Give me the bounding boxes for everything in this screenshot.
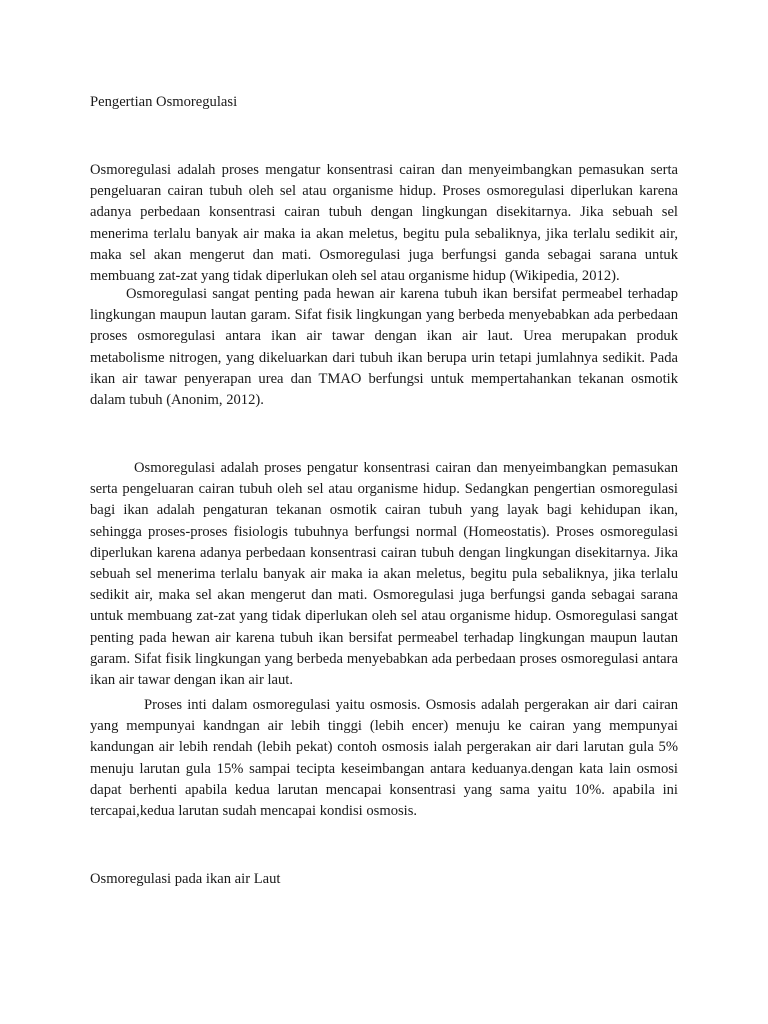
- paragraph-3: Osmoregulasi adalah proses pengatur konsentrasi cairan dan menyeimbangkan pemasukan serta pengeluaran cairan tubuh oleh sel atau organisme hidup. Sedangkan pengertian osmoregulasi bagi ikan adalah pengaturan tekanan osmotik cairan tubuh yang layak bagi kehidupan ikan, sehingga proses-proses fisiologis tubuhnya berfungsi normal (Homeostatis). Proses osmoregulasi diperlukan karena adanya perbedaan konsentrasi cairan tubuh dengan lingkungan disekitarnya. Jika sebuah sel menerima terlalu banyak air maka ia akan meletus, begitu pula sebaliknya, jika terlalu sedikit air, maka sel akan mengerut dan mati. Osmoregulasi juga berfungsi ganda sebagai sarana untuk membuang zat-zat yang tidak diperlukan oleh sel atau organisme hidup. Osmoregulasi sangat penting pada hewan air karena tubuh ikan bersifat permeabel terhadap lingkungan maupun lautan garam. Sifat fisik lingkungan yang berbeda menyebabkan ada perbedaan proses osmoregulasi antara ikan air tawar dengan ikan air laut.: [90, 460, 678, 689]
- paragraph-2: Osmoregulasi sangat penting pada hewan air karena tubuh ikan bersifat permeabel terhadap lingkungan maupun lautan garam. Sifat fisik lingkungan yang berbeda menyebabkan ada perbedaan proses osmoregulasi antara ikan air tawar dengan ikan air laut. Urea merupakan produk metabolisme nitrogen, yang dikeluarkan dari tubuh ikan berupa urin tetapi jumlahnya sedikit. Pada ikan air tawar penyerapan urea dan TMAO berfungsi untuk mempertahankan tekanan osmotik dalam tubuh (Anonim, 2012).: [90, 286, 678, 409]
- section-heading-ikan-air-laut: Osmoregulasi pada ikan air Laut: [90, 871, 281, 887]
- paragraph-1: Osmoregulasi adalah proses mengatur konsentrasi cairan dan menyeimbangkan pemasukan serta pengeluaran cairan tubuh oleh sel atau organisme hidup. Proses osmoregulasi diperlukan karena adanya perbedaan konsentrasi cairan tubuh dengan lingkungan disekitarnya. Jika sebuah sel menerima terlalu banyak air maka ia akan meletus, begitu pula sebaliknya, jika terlalu sedikit air, maka sel akan mengerut dan mati. Osmoregulasi juga berfungsi ganda sebagai sarana untuk membuang zat-zat yang tidak diperlukan oleh sel atau organisme hidup (Wikipedia, 2012).: [90, 162, 678, 285]
- section-heading-pengertian: Pengertian Osmoregulasi: [90, 94, 238, 110]
- paragraph-4: Proses inti dalam osmoregulasi yaitu osmosis. Osmosis adalah pergerakan air dari cairan yang mempunyai kandngan air lebih tinggi (lebih encer) menuju ke cairan yang mempunyai kandungan air lebih rendah (lebih pekat) contoh osmosis ialah pergerakan air dari larutan gula 5% menuju larutan gula 15% sampai tecipta keseimbangan antara keduanya.dengan kata lain osmosi dapat berhenti apabila kedua larutan mencapai konsentrasi yang sama yaitu 10%. apabila ini tercapai,kedua larutan sudah mencapai kondisi osmosis.: [90, 697, 678, 820]
